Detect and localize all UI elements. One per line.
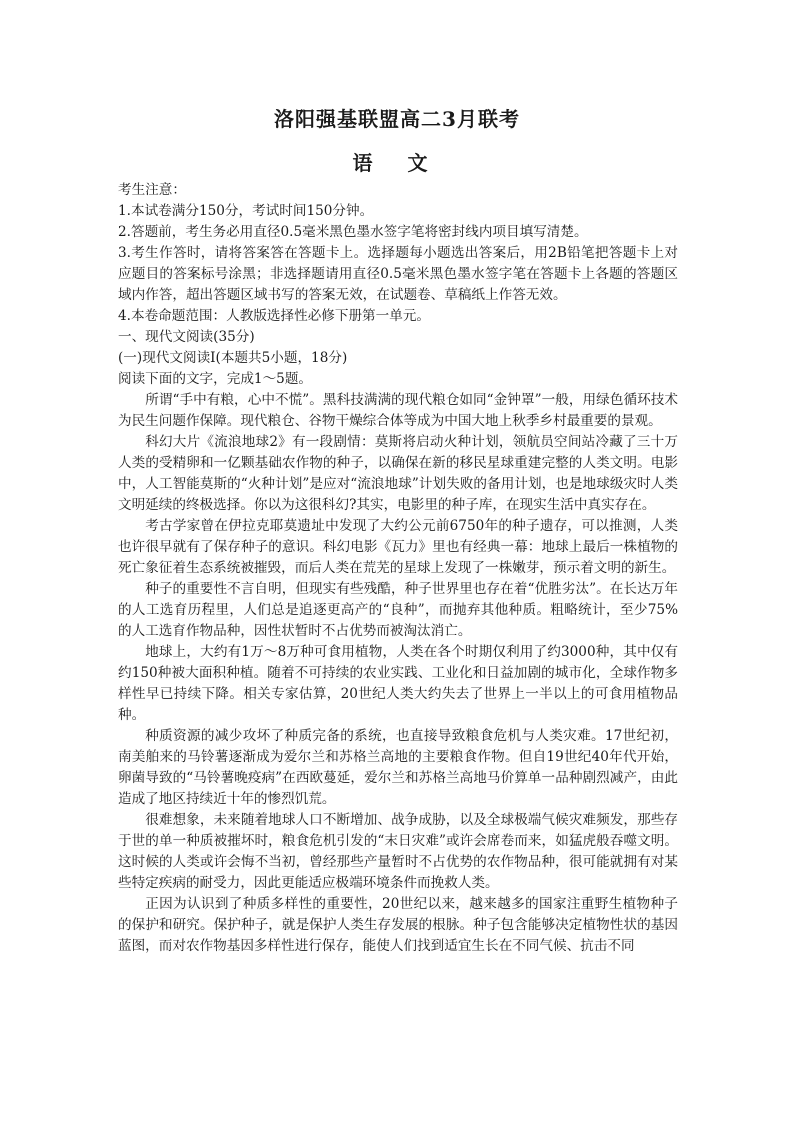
section-subheading: (一)现代文阅读Ⅰ(本题共5小题，18分) [118, 350, 348, 366]
passage-paragraph: 地球上，大约有1万～8万种可食用植物，人类在各个时期仅利用了约3000种，其中仅有约150种被大面积种植。随着不可持续的农业实践、工业化和日益加剧的城市化，全球作物多样性早已持续下降。相关专家估算，20世纪人类大约失去了世界上一半以上的可食用植物品种。 [118, 644, 678, 723]
passage-paragraph: 考古学家曾在伊拉克耶莫遗址中发现了大约公元前6750年的种子遗存，可以推测，人类也许很早就有了保存种子的意识。科幻电影《瓦力》里也有经典一幕：地球上最后一株植物的死亡象征着生态系统被摧毁，而后人类在荒芜的星球上发现了一株嫩芽，预示着文明的新生。 [118, 518, 678, 576]
document-body [118, 180, 678, 957]
reading-instruction: 阅读下面的文字，完成1～5题。 [118, 371, 313, 387]
passage-paragraph: 所谓“手中有粮，心中不慌”。黑科技满满的现代粮仓如同“金钟罩”一般，用绿色循环技术为民生问题作保障。现代粮仓、谷物干燥综合体等成为中国大地上秋季乡村最重要的景观。 [118, 392, 678, 429]
subject-title: 语 文 [352, 151, 442, 175]
notice-item: 2.答题前，考生务必用直径0.5毫米黑色墨水签字笔将密封线内项目填写清楚。 [118, 224, 588, 240]
notice-heading: 考生注意： [118, 182, 186, 198]
notice-item: 1.本试卷满分150分，考试时间150分钟。 [118, 203, 374, 219]
passage-paragraph: 种子的重要性不言自明，但现实有些残酷，种子世界里也存在着“优胜劣汰”。在长达万年的人工选育历程里，人们总是追逐更高产的“良种”，而抛弃其他种质。粗略统计，至少75%的人工选育作物品种，因性状暂时不占优势而被淘汰消亡。 [118, 581, 678, 639]
notice-item: 4.本卷命题范围：人教版选择性必修下册第一单元。 [118, 308, 431, 324]
passage-paragraph: 种质资源的减少攻坏了种质完备的系统，也直接导致粮食危机与人类灾难。17世纪初，南美舶来的马铃薯逐渐成为爱尔兰和苏格兰高地的主要粮食作物。但自19世纪40年代开始，卵菌导致的“马铃薯晚疫病”在西欧蔓延，爱尔兰和苏格兰高地马价算单一品种剧烈减产，由此造成了地区持续近十年的惨烈饥荒。 [118, 728, 678, 807]
passage-paragraph: 很难想象，未来随着地球人口不断增加、战争成胁，以及全球极端气候灾难频发，那些存于世的单一种质被摧坏时，粮食危机引发的“末日灾难”或许会席卷而来，如猛虎般吞噬文明。这时候的人类或许会悔不当初，曾经那些产量暂时不占优势的农作物品种，很可能就拥有对某些特定疾病的耐受力，因此更能适应极端环境条件而挽救人类。 [118, 812, 678, 891]
passage-paragraph: 正因为认识到了种质多样性的重要性，20世纪以来，越来越多的国家注重野生植物种子的保护和研究。保护种子，就是保护人类生存发展的根脉。种子包含能够决定植物性状的基因蓝图，而对农作物基因多样性进行保存，能使人们找到适宜生长在不同气候、抗击不同 [118, 896, 678, 954]
exam-title: 洛阳强基联盟高二3月联考 [274, 107, 520, 131]
notice-item: 3.考生作答时，请将答案答在答题卡上。选择题每小题选出答案后，用2B铅笔把答题卡上对应题目的答案标号涂黑；非选择题请用直径0.5毫米黑色墨水签字笔在答题卡上各题的答题区域内作答，超出答题区域书写的答案无效，在试题卷、草稿纸上作答无效。 [118, 245, 678, 303]
passage-paragraph: 科幻大片《流浪地球2》有一段剧情：莫斯将启动火种计划，领航员空间站冷藏了三十万人类的受精卵和一亿颗基础农作物的种子，以确保在新的移民星球重建完整的人类文明。电影中，人工智能莫斯的“火种计划”是应对“流浪地球”计划失败的备用计划，也是地球级灾时人类文明延续的终极选择。你以为这很科幻?其实，电影里的种子库，在现实生活中真实存在。 [118, 434, 678, 513]
section-heading: 一、现代文阅读(35分) [118, 329, 255, 345]
